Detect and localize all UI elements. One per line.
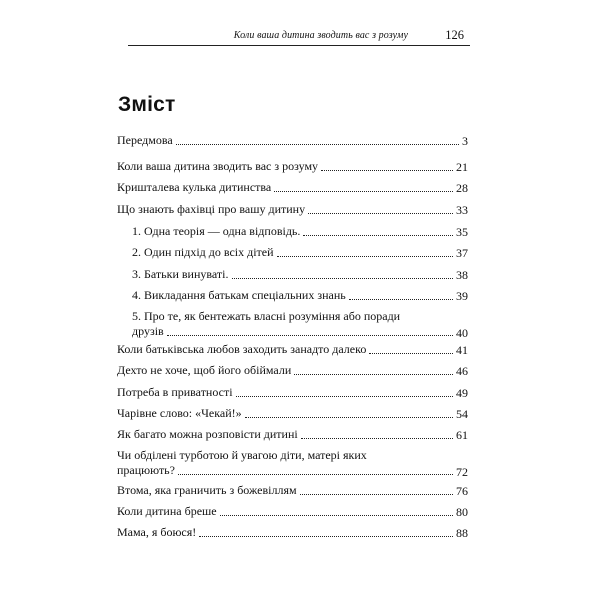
toc-entry-page: 72 — [456, 465, 468, 479]
toc-entry — [117, 525, 472, 540]
toc-entry-page: 88 — [456, 526, 468, 540]
toc-entry-label: Чарівне слово: «Чекай!» — [117, 406, 242, 420]
toc-entry-page: 41 — [456, 343, 468, 357]
toc-leader-dots — [245, 417, 453, 418]
toc-entry-page: 61 — [456, 428, 468, 442]
toc-leader-dots — [349, 299, 453, 300]
toc-entry — [117, 427, 472, 442]
toc-entry-label: 5. Про те, як бентежать власні розуміння або поради — [132, 309, 401, 323]
toc-leader-dots — [199, 536, 453, 537]
running-header-title: Коли ваша дитина зводить вас з розуму — [233, 30, 408, 41]
page-number: 126 — [445, 28, 464, 42]
toc-entry-page: 40 — [456, 326, 468, 340]
toc-entry-label: 4. Викладання батькам спеціальних знань — [132, 288, 346, 302]
toc-leader-dots — [369, 353, 453, 354]
toc-entry-page: 39 — [456, 289, 468, 303]
toc-entry-label: Як багато можна розповісти дитині — [117, 427, 298, 441]
toc-entry-label: Коли батьківська любов заходить занадто далеко — [117, 342, 367, 356]
toc-subentry — [117, 267, 472, 282]
toc-entry-label-continued: працюють? — [117, 463, 175, 477]
toc-entry-label: Коли ваша дитина зводить вас з розуму — [117, 159, 319, 173]
toc-leader-dots — [277, 256, 453, 257]
toc-entry-label: Втома, яка граничить з божевіллям — [117, 483, 297, 497]
toc-entry-label: Кришталева кулька дитинства — [117, 180, 272, 194]
toc-entry — [117, 448, 472, 479]
toc-entry-label: Дехто не хоче, щоб його обіймали — [117, 363, 292, 377]
toc-subentry — [117, 245, 472, 260]
toc-leader-dots — [176, 144, 459, 145]
running-header — [128, 26, 470, 46]
toc-leader-dots — [301, 438, 453, 439]
toc-subentry — [117, 309, 472, 340]
toc-entry-label: Потреба в приватності — [117, 385, 233, 399]
toc-entry-page: 35 — [456, 225, 468, 239]
toc-entry-page: 3 — [462, 134, 468, 148]
toc-leader-dots — [220, 515, 453, 516]
toc-entry-page: 38 — [456, 268, 468, 282]
toc-entry — [117, 504, 472, 519]
toc-entry-label: 3. Батьки винуваті. — [132, 267, 229, 281]
toc-entry-page: 21 — [456, 160, 468, 174]
toc-entry-page: 49 — [456, 386, 468, 400]
header-rule — [128, 45, 470, 46]
toc-leader-dots — [167, 335, 453, 336]
toc-leader-dots — [236, 396, 453, 397]
toc-entry — [117, 385, 472, 400]
toc-entry — [117, 180, 472, 195]
toc-subentry — [117, 288, 472, 303]
toc-entry — [117, 342, 472, 357]
toc-entry-label: Чи обділені турботою й увагою діти, матері яких — [117, 448, 367, 462]
toc-entry-page: 28 — [456, 181, 468, 195]
toc-leader-dots — [294, 374, 453, 375]
toc-entry — [117, 406, 472, 421]
toc-entry-label: Що знають фахівці про вашу дитину — [117, 202, 306, 216]
toc-entry — [117, 483, 472, 498]
contents-heading: Зміст — [118, 93, 176, 116]
toc-entry-label: Мама, я боюся! — [117, 525, 197, 539]
toc-entry-label: Коли дитина бреше — [117, 504, 217, 518]
toc-entry-page: 54 — [456, 407, 468, 421]
toc-entry-page: 37 — [456, 246, 468, 260]
toc-leader-dots — [300, 494, 453, 495]
toc-entry-page: 76 — [456, 484, 468, 498]
toc-entry-page: 80 — [456, 505, 468, 519]
toc-entry — [117, 202, 472, 217]
toc-leader-dots — [308, 213, 453, 214]
toc-subentry — [117, 224, 472, 239]
toc-leader-dots — [274, 191, 453, 192]
toc-entry-page: 46 — [456, 364, 468, 378]
toc-entry-label: 1. Одна теорія — одна відповідь. — [132, 224, 301, 238]
toc-leader-dots — [321, 170, 453, 171]
toc-entry-label-continued: друзів — [132, 324, 164, 338]
toc-entry-label: 2. Один підхід до всіх дітей — [132, 245, 274, 259]
toc-entry — [117, 133, 472, 148]
toc-leader-dots — [232, 278, 453, 279]
toc-entry — [117, 363, 472, 378]
toc-entry-page: 33 — [456, 203, 468, 217]
toc-leader-dots — [178, 474, 453, 475]
toc-entry-label: Передмова — [117, 133, 173, 147]
toc-entry — [117, 159, 472, 174]
toc-leader-dots — [303, 235, 453, 236]
